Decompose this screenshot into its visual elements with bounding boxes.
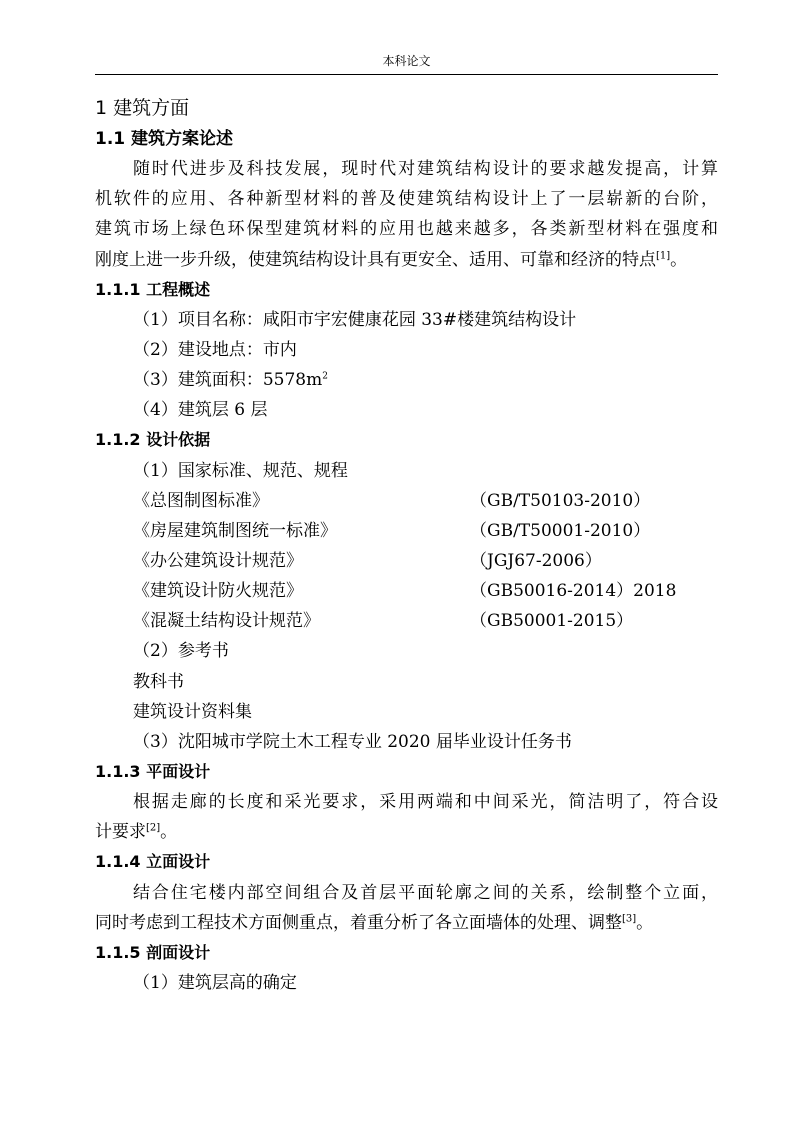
standard-code: （JGJ67-2006） [470, 550, 602, 571]
standard-code: （GB50016-2014）2018 [470, 581, 677, 602]
paragraph-line: 随时代进步及科技发展，现时代对建筑结构设计的要求越发提高，计算 [133, 159, 718, 180]
paragraph-line: 建筑市场上绿色环保型建筑材料的应用也越来越多，各类新型材料在强度和 [95, 219, 718, 240]
standard-code: （GB/T50001-2010） [470, 520, 651, 541]
standard-name: 《办公建筑设计规范》 [133, 550, 303, 571]
standard-code: （GB50001-2015） [470, 611, 634, 632]
area-text: （3）建筑面积：5578m [133, 370, 323, 391]
paragraph-text: 同时考虑到工程技术方面侧重点，着重分析了各立面墙体的处理、调整 [95, 912, 622, 933]
section-1-1-2-title: 1.1.2 设计依据 [95, 430, 211, 450]
list-item: （1）建筑层高的确定 [133, 972, 297, 993]
section-1-1-1-title: 1.1.1 工程概述 [95, 279, 211, 299]
standard-name: 《混凝土结构设计规范》 [133, 611, 320, 632]
standard-row [95, 576, 718, 606]
paragraph-line [95, 908, 718, 938]
paragraph-end: 。 [670, 249, 688, 270]
citation-ref: [1] [656, 249, 671, 261]
citation-ref: [3] [622, 913, 637, 924]
standard-row [95, 546, 718, 576]
book-item: 教科书 [133, 671, 184, 692]
section-1-title: 1 建筑方面 [95, 97, 190, 119]
paragraph-line [95, 817, 718, 847]
paragraph-text: 计要求 [95, 822, 146, 843]
paragraph-line: 机软件的应用、各种新型材料的普及使建筑结构设计上了一层崭新的台阶， [95, 189, 718, 210]
list-item: （2）建设地点：市内 [133, 339, 297, 360]
standard-row [95, 516, 718, 546]
section-1-1-4-title: 1.1.4 立面设计 [95, 852, 211, 872]
paragraph-line: 根据走廊的长度和采光要求，采用两端和中间采光，简洁明了，符合设 [133, 792, 718, 813]
standard-name: 《房屋建筑制图统一标准》 [133, 520, 337, 541]
paragraph-line: 结合住宅楼内部空间组合及首层平面轮廓之间的关系，绘制整个立面， [133, 882, 718, 903]
paragraph-end: 。 [636, 912, 654, 933]
standard-row [95, 606, 718, 636]
area-superscript: 2 [322, 371, 328, 382]
section-1-1-title: 1.1 建筑方案论述 [95, 129, 234, 149]
list-item: （1）国家标准、规范、规程 [133, 460, 348, 481]
list-item [95, 365, 718, 395]
paragraph-text: 刚度上进一步升级，使建筑结构设计具有更安全、适用、可靠和经济的特点 [95, 249, 656, 270]
list-item: （2）参考书 [133, 641, 229, 662]
standard-code: （GB/T50103-2010） [470, 490, 651, 511]
list-item: （1）项目名称：咸阳市宇宏健康花园 33#楼建筑结构设计 [133, 309, 577, 330]
list-item: （4）建筑层 6 层 [133, 400, 268, 421]
citation-ref: [2] [146, 822, 161, 834]
paragraph-line [95, 245, 718, 275]
list-item: （3）沈阳城市学院土木工程专业 2020 届毕业设计任务书 [133, 731, 572, 752]
standard-row [95, 486, 718, 516]
header-title: 本科论文 [382, 54, 431, 68]
page-header [95, 52, 718, 75]
paragraph-end: 。 [160, 822, 178, 843]
standard-name: 《建筑设计防火规范》 [133, 581, 303, 602]
document-body [95, 93, 718, 998]
section-1-1-3-title: 1.1.3 平面设计 [95, 761, 211, 781]
book-item: 建筑设计资料集 [133, 701, 252, 722]
section-1-1-5-title: 1.1.5 剖面设计 [95, 942, 211, 962]
standard-name: 《总图制图标准》 [133, 490, 269, 511]
